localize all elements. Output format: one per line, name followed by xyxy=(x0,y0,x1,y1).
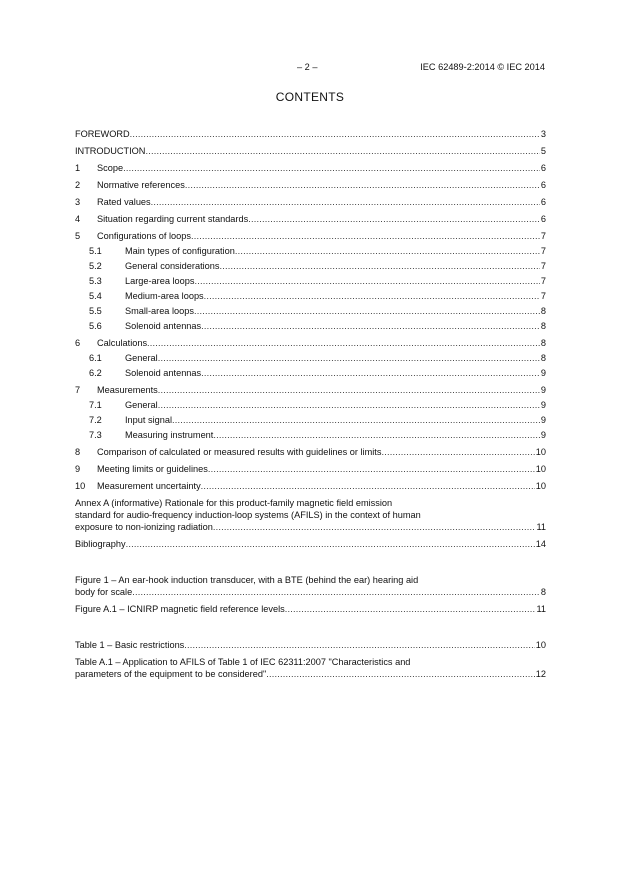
toc-entry-page: 3 xyxy=(540,129,546,139)
toc-entry-number: 2 xyxy=(75,180,81,190)
toc-entry-title: Medium-area loops xyxy=(125,291,204,301)
toc-entry-row[interactable] xyxy=(75,162,546,174)
dot-leader xyxy=(123,162,540,174)
toc-entry-page: 9 xyxy=(540,368,546,378)
dot-leader xyxy=(285,603,536,615)
toc-entry-row[interactable] xyxy=(75,260,546,272)
dot-leader xyxy=(194,275,539,287)
toc-entry-title: Measurement uncertainty xyxy=(97,481,201,491)
toc-entry-number: 5.6 xyxy=(89,321,102,331)
dot-leader xyxy=(147,337,540,349)
toc-entry-page: 7 xyxy=(540,261,546,271)
toc-entry-row[interactable] xyxy=(75,399,546,411)
toc-entry-page: 6 xyxy=(540,180,546,190)
toc-entry-row[interactable] xyxy=(75,213,546,225)
dot-leader xyxy=(201,367,540,379)
toc-entry-page: 9 xyxy=(540,415,546,425)
toc-section-tables xyxy=(75,639,546,680)
toc-entry-number: 7.3 xyxy=(89,430,102,440)
dot-leader xyxy=(172,414,540,426)
toc-entry-page: 9 xyxy=(540,430,546,440)
toc-entry-title: exposure to non-ionizing radiation xyxy=(75,522,213,532)
toc-entry-page: 10 xyxy=(535,640,546,650)
toc-entry-title: Situation regarding current standards xyxy=(97,214,249,224)
dot-leader xyxy=(208,463,535,475)
toc-entry-title: FOREWORD xyxy=(75,129,130,139)
document-id: IEC 62489-2:2014 © IEC 2014 xyxy=(420,62,545,72)
toc-entry-row[interactable] xyxy=(75,480,546,492)
toc-entry-row[interactable] xyxy=(75,586,546,598)
toc-entry-number: 10 xyxy=(75,481,86,491)
toc-entry-row[interactable] xyxy=(75,128,546,140)
toc-entry-number: 5.3 xyxy=(89,276,102,286)
toc-entry-number: 9 xyxy=(75,464,81,474)
toc-section-figures xyxy=(75,574,546,615)
toc-entry-row[interactable] xyxy=(75,429,546,441)
page-header xyxy=(0,62,620,76)
toc-entry-title: Meeting limits or guidelines xyxy=(97,464,208,474)
toc-entry-row[interactable] xyxy=(75,603,546,615)
toc-entry-title: Solenoid antennas xyxy=(125,321,202,331)
toc-entry[interactable] xyxy=(75,574,546,598)
toc-entry-row[interactable] xyxy=(75,639,546,651)
toc-entry-number: 7 xyxy=(75,385,81,395)
toc-entry-title: Rated values xyxy=(97,197,151,207)
toc-entry-title: Figure A.1 – ICNIRP magnetic field reference levels xyxy=(75,604,285,614)
toc-entry-number: 6.2 xyxy=(89,368,102,378)
section-gap xyxy=(75,550,546,569)
toc-entry-page: 11 xyxy=(536,604,546,614)
toc-entry-page: 6 xyxy=(540,214,546,224)
dot-leader xyxy=(132,586,540,598)
toc-entry-row[interactable] xyxy=(75,179,546,191)
toc-entry-title: Table 1 – Basic restrictions xyxy=(75,640,185,650)
dot-leader xyxy=(213,429,540,441)
toc-entry-page: 10 xyxy=(535,481,546,491)
dot-leader xyxy=(158,352,540,364)
toc-entry-row[interactable] xyxy=(75,367,546,379)
toc-entry-line: Figure 1 – An ear-hook induction transducer, with a BTE (behind the ear) hearing aid xyxy=(75,575,419,585)
toc-entry-number: 5.5 xyxy=(89,306,102,316)
dot-leader xyxy=(130,128,540,140)
toc-entry-row[interactable] xyxy=(75,337,546,349)
toc-entry-row[interactable] xyxy=(75,414,546,426)
dot-leader xyxy=(158,399,540,411)
toc-entry-row[interactable] xyxy=(75,145,546,157)
dot-leader xyxy=(201,480,535,492)
toc-entry-page: 12 xyxy=(535,669,546,679)
toc-entry-page: 8 xyxy=(540,338,546,348)
toc-entry-row[interactable] xyxy=(75,275,546,287)
toc-entry-line: Table A.1 – Application to AFILS of Table 1 of IEC 62311:2007 "Characteristics and xyxy=(75,657,411,667)
toc-entry-page: 14 xyxy=(535,539,546,549)
toc-entry-row[interactable] xyxy=(75,668,546,680)
toc-entry-title: General xyxy=(125,353,158,363)
dot-leader xyxy=(145,145,539,157)
toc-entry-page: 7 xyxy=(540,246,546,256)
toc-entry-number: 7.1 xyxy=(89,400,102,410)
toc-entry-row[interactable] xyxy=(75,230,546,242)
section-gap xyxy=(75,615,546,634)
toc-entry-page: 8 xyxy=(540,587,546,597)
toc-entry[interactable] xyxy=(75,656,546,680)
dot-leader xyxy=(381,446,534,458)
dot-leader xyxy=(151,196,540,208)
toc-entry-page: 10 xyxy=(535,447,546,457)
toc-entry-title: body for scale xyxy=(75,587,133,597)
toc-entry-number: 7.2 xyxy=(89,415,102,425)
dot-leader xyxy=(185,179,540,191)
toc-entry-row[interactable] xyxy=(75,290,546,302)
toc-entry-title: Input signal xyxy=(125,415,172,425)
toc-entry-title: Measurements xyxy=(97,385,158,395)
toc-entry-number: 6 xyxy=(75,338,81,348)
toc-entry-title: General considerations xyxy=(125,261,220,271)
toc-section-contents xyxy=(75,128,546,550)
toc-entry-row[interactable] xyxy=(75,463,546,475)
toc-entry-number: 8 xyxy=(75,447,81,457)
toc-entry-line: Annex A (informative) Rationale for this product-family magnetic field emission xyxy=(75,498,393,508)
toc-entry-page: 6 xyxy=(540,197,546,207)
toc-entry-row[interactable] xyxy=(75,352,546,364)
toc-entry-page: 7 xyxy=(540,276,546,286)
toc-entry-page: 9 xyxy=(540,385,546,395)
toc-entry-row[interactable] xyxy=(75,446,546,458)
toc-entry-number: 1 xyxy=(75,163,81,173)
toc-entry-row[interactable] xyxy=(75,521,546,533)
toc-entry-title: INTRODUCTION xyxy=(75,146,146,156)
page-title: CONTENTS xyxy=(275,90,345,104)
toc-entry-title: Normative references xyxy=(97,180,185,190)
toc-entry-page: 9 xyxy=(540,400,546,410)
toc-entry-title: Bibliography xyxy=(75,539,126,549)
toc-entry-page: 8 xyxy=(540,353,546,363)
toc-entry-row[interactable] xyxy=(75,245,546,257)
toc-entry-page: 7 xyxy=(540,231,546,241)
dot-leader xyxy=(194,305,540,317)
dot-leader xyxy=(204,290,540,302)
toc-entry-page: 8 xyxy=(540,321,546,331)
dot-leader xyxy=(158,384,540,396)
toc-entry-title: Large-area loops xyxy=(125,276,195,286)
toc-entry-title: Measuring instrument xyxy=(125,430,214,440)
toc-entry-number: 4 xyxy=(75,214,81,224)
toc-entry-title: Calculations xyxy=(97,338,148,348)
toc-entry-number: 5 xyxy=(75,231,81,241)
toc-entry[interactable] xyxy=(75,497,546,533)
dot-leader xyxy=(266,668,535,680)
table-of-contents xyxy=(75,123,546,680)
page-number: – 2 – xyxy=(297,62,318,72)
toc-entry-number: 3 xyxy=(75,197,81,207)
dot-leader xyxy=(184,639,534,651)
toc-entry-row[interactable] xyxy=(75,384,546,396)
toc-entry-page: 7 xyxy=(540,291,546,301)
toc-entry-number: 6.1 xyxy=(89,353,102,363)
toc-entry-title: Scope xyxy=(97,163,124,173)
toc-entry-row[interactable] xyxy=(75,538,546,550)
toc-entry-page: 10 xyxy=(535,464,546,474)
toc-entry-title: General xyxy=(125,400,158,410)
toc-entry-title: parameters of the equipment to be considered" xyxy=(75,669,267,679)
toc-entry-number: 5.1 xyxy=(89,246,102,256)
toc-entry-page: 8 xyxy=(540,306,546,316)
dot-leader xyxy=(201,320,540,332)
toc-entry-title: Configurations of loops xyxy=(97,231,191,241)
toc-entry-row[interactable] xyxy=(75,305,546,317)
toc-entry-line: standard for audio-frequency induction-loop systems (AFILS) in the context of human xyxy=(75,510,421,520)
toc-entry-row[interactable] xyxy=(75,196,546,208)
dot-leader xyxy=(235,245,540,257)
toc-entry-title: Main types of configuration xyxy=(125,246,235,256)
toc-entry-title: Solenoid antennas xyxy=(125,368,202,378)
toc-entry-page: 6 xyxy=(540,163,546,173)
toc-entry-number: 5.2 xyxy=(89,261,102,271)
toc-entry-page: 5 xyxy=(540,146,546,156)
dot-leader xyxy=(191,230,540,242)
toc-entry-number: 5.4 xyxy=(89,291,102,301)
toc-entry-title: Small-area loops xyxy=(125,306,194,316)
dot-leader xyxy=(219,260,539,272)
dot-leader xyxy=(213,521,536,533)
dot-leader xyxy=(248,213,540,225)
toc-entry-title: Comparison of calculated or measured results with guidelines or limits xyxy=(97,447,382,457)
dot-leader xyxy=(126,538,535,550)
toc-entry-page: 11 xyxy=(536,522,546,532)
toc-entry-row[interactable] xyxy=(75,320,546,332)
